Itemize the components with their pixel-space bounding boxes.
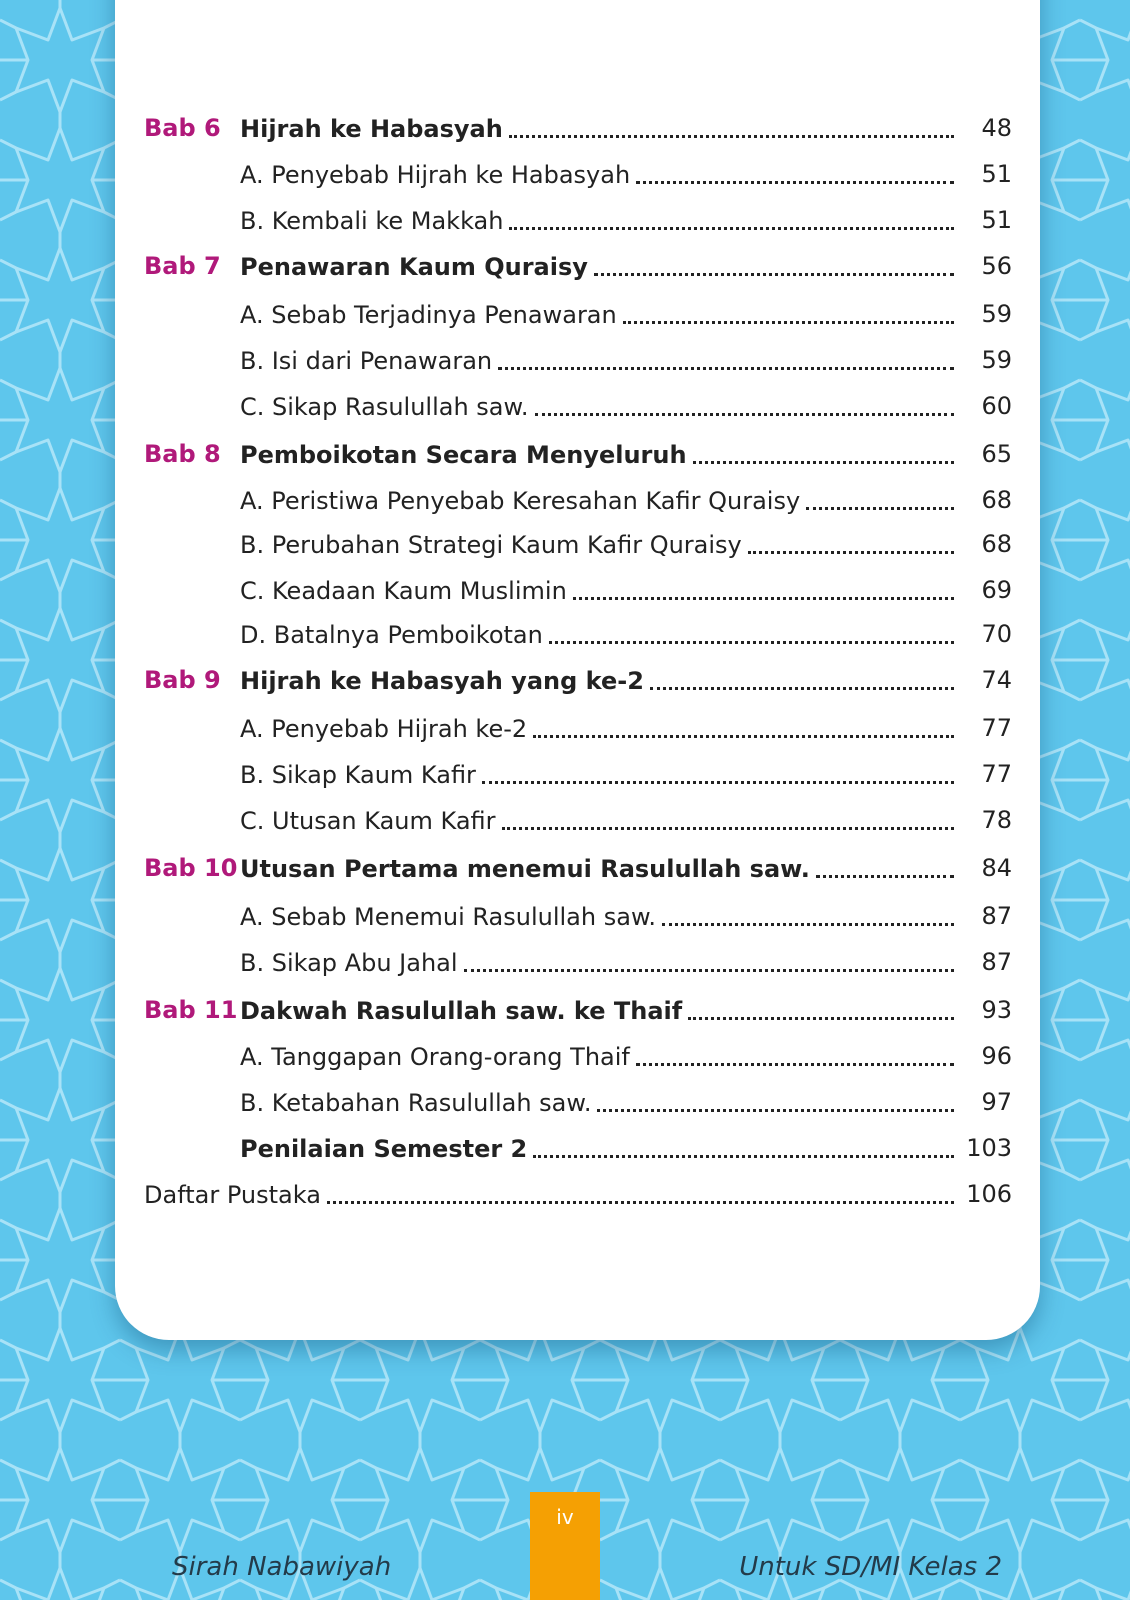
toc-entry[interactable]: [240, 852, 960, 886]
toc-entry-title: B. Sikap Abu Jahal: [240, 949, 458, 977]
toc-page-number: 68: [981, 486, 1012, 514]
toc-entry[interactable]: [240, 1040, 960, 1074]
dot-leader: [594, 255, 954, 276]
dot-leader: [688, 999, 954, 1020]
toc-entry-title: A. Penyebab Hijrah ke Habasyah: [240, 161, 631, 189]
toc-page-number: 65: [981, 440, 1012, 468]
toc-entry-title: Penawaran Kaum Quraisy: [240, 253, 588, 281]
toc-entry-title: Penilaian Semester 2: [240, 1135, 528, 1163]
toc-entry-title: Hijrah ke Habasyah yang ke-2: [240, 667, 644, 695]
toc-page-number: 68: [981, 530, 1012, 558]
toc-entry-title: B. Ketabahan Rasulullah saw.: [240, 1089, 592, 1117]
toc-page-number: 77: [981, 714, 1012, 742]
dot-leader: [623, 303, 954, 324]
toc-page-number: 48: [981, 114, 1012, 142]
toc-entry-title: A. Tanggapan Orang-orang Thaif: [240, 1043, 630, 1071]
dot-leader: [533, 717, 954, 738]
toc-page-number: 106: [966, 1180, 1012, 1208]
toc-page-number: 69: [981, 576, 1012, 604]
chapter-number: Bab 9: [144, 666, 221, 694]
chapter-number: Bab 10: [144, 854, 238, 882]
toc-page-number: 59: [981, 346, 1012, 374]
dot-leader: [597, 1091, 954, 1112]
toc-entry[interactable]: [240, 758, 960, 792]
toc-page-number: 56: [981, 252, 1012, 280]
toc-entry[interactable]: [240, 574, 960, 608]
dot-leader: [806, 489, 954, 510]
footer-book-title: Sirah Nabawiyah: [172, 1552, 392, 1582]
toc-entry[interactable]: [240, 298, 960, 332]
toc-entry-title: A. Sebab Menemui Rasulullah saw.: [240, 903, 656, 931]
page-number: iv: [556, 1505, 574, 1529]
chapter-number: Bab 8: [144, 440, 221, 468]
toc-page-number: 93: [981, 996, 1012, 1024]
toc-entry[interactable]: [240, 528, 960, 562]
dot-leader: [498, 349, 954, 370]
toc-entry[interactable]: [240, 158, 960, 192]
toc-entry[interactable]: [144, 1178, 960, 1212]
toc-entry[interactable]: [240, 484, 960, 518]
toc-entry[interactable]: [240, 1086, 960, 1120]
toc-page-number: 103: [966, 1134, 1012, 1162]
toc-page-number: 74: [981, 666, 1012, 694]
toc-entry-title: A. Penyebab Hijrah ke-2: [240, 715, 528, 743]
chapter-number: Bab 6: [144, 114, 221, 142]
toc-page-number: 60: [981, 392, 1012, 420]
toc-page-number: 78: [981, 806, 1012, 834]
toc-entry[interactable]: [240, 112, 960, 146]
toc-entry[interactable]: [240, 712, 960, 746]
toc-page-number: 51: [981, 160, 1012, 188]
toc-entry-title: C. Keadaan Kaum Muslimin: [240, 577, 567, 605]
dot-leader: [327, 1183, 954, 1204]
dot-leader: [535, 395, 954, 416]
dot-leader: [533, 1137, 954, 1158]
toc-entry[interactable]: [240, 344, 960, 378]
toc-page-number: 70: [981, 620, 1012, 648]
dot-leader: [693, 443, 954, 464]
toc-entry-title: Dakwah Rasulullah saw. ke Thaif: [240, 997, 683, 1025]
toc-entry[interactable]: [240, 390, 960, 424]
toc-page-number: 51: [981, 206, 1012, 234]
dot-leader: [464, 951, 954, 972]
dot-leader: [650, 669, 954, 690]
toc-entry-title: Hijrah ke Habasyah: [240, 115, 503, 143]
toc-entry[interactable]: [240, 204, 960, 238]
dot-leader: [636, 1045, 954, 1066]
toc-entry[interactable]: [240, 804, 960, 838]
toc-entry-title: Daftar Pustaka: [144, 1181, 321, 1209]
toc-page-number: 97: [981, 1088, 1012, 1116]
toc-page-number: 77: [981, 760, 1012, 788]
toc-entry-title: D. Batalnya Pemboikotan: [240, 621, 543, 649]
toc-entry-title: B. Perubahan Strategi Kaum Kafir Quraisy: [240, 531, 742, 559]
dot-leader: [662, 905, 954, 926]
dot-leader: [502, 809, 954, 830]
toc-entry-title: B. Sikap Kaum Kafir: [240, 761, 476, 789]
footer-grade: Untuk SD/MI Kelas 2: [739, 1552, 1002, 1582]
dot-leader: [748, 533, 954, 554]
toc-entry-title: A. Sebab Terjadinya Penawaran: [240, 301, 617, 329]
dot-leader: [482, 763, 954, 784]
toc-page-number: 59: [981, 300, 1012, 328]
toc-page-number: 87: [981, 902, 1012, 930]
toc-entry[interactable]: [240, 946, 960, 980]
dot-leader: [549, 623, 954, 644]
toc-entry[interactable]: [240, 664, 960, 698]
chapter-number: Bab 11: [144, 996, 238, 1024]
toc-entry-title: Pemboikotan Secara Menyeluruh: [240, 441, 687, 469]
dot-leader: [509, 209, 954, 230]
toc-entry[interactable]: [240, 900, 960, 934]
dot-leader: [816, 857, 954, 878]
toc-entry[interactable]: [240, 438, 960, 472]
toc-entry-title: C. Utusan Kaum Kafir: [240, 807, 496, 835]
toc-page-number: 87: [981, 948, 1012, 976]
toc-entry-title: C. Sikap Rasulullah saw.: [240, 393, 529, 421]
toc-entry-title: B. Kembali ke Makkah: [240, 207, 504, 235]
toc-entry[interactable]: [240, 1132, 960, 1166]
dot-leader: [509, 117, 954, 138]
toc-entry-title: Utusan Pertama menemui Rasulullah saw.: [240, 855, 810, 883]
toc-page-number: 96: [981, 1042, 1012, 1070]
dot-leader: [573, 579, 954, 600]
toc-entry[interactable]: [240, 250, 960, 284]
toc-entry-title: B. Isi dari Penawaran: [240, 347, 493, 375]
chapter-number: Bab 7: [144, 252, 221, 280]
toc-entry-title: A. Peristiwa Penyebab Keresahan Kafir Quraisy: [240, 487, 801, 515]
dot-leader: [636, 163, 954, 184]
toc-page-number: 84: [981, 854, 1012, 882]
toc-entry[interactable]: [240, 618, 960, 652]
toc-entry[interactable]: [240, 994, 960, 1028]
